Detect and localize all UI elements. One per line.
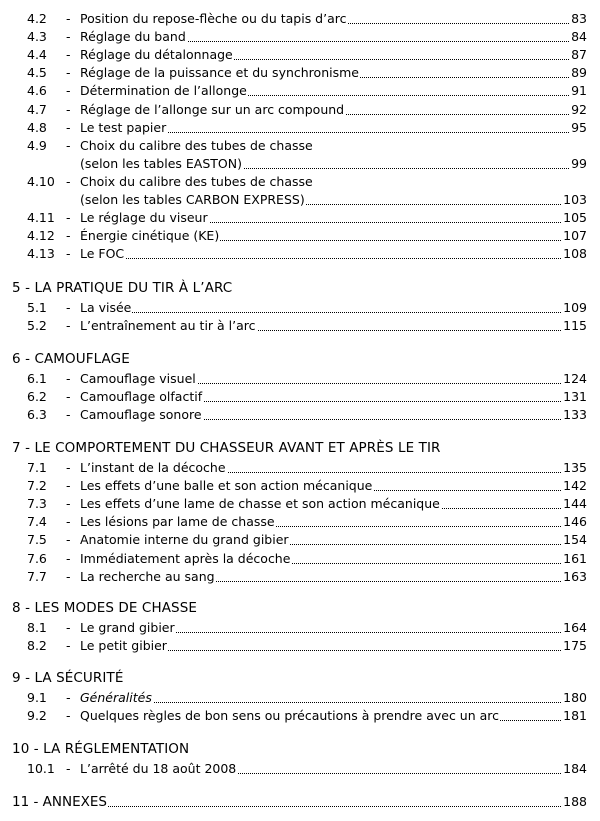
toc-entry[interactable]	[0, 568, 600, 586]
entry-dash: -	[66, 246, 71, 262]
toc-entry[interactable]	[0, 299, 600, 317]
entry-dash: -	[66, 478, 71, 494]
toc-entry[interactable]	[0, 64, 600, 82]
entry-number: 6.3	[27, 407, 47, 423]
toc-entry[interactable]	[0, 82, 600, 100]
toc-entry[interactable]	[0, 513, 600, 531]
entry-dash: -	[66, 371, 71, 386]
entry-number: 4.12	[27, 228, 55, 244]
entry-page: 95	[571, 119, 587, 135]
entry-title: Le grand gibier	[80, 620, 175, 635]
entry-page: 135	[563, 460, 587, 475]
entry-number: 9.1	[27, 690, 47, 705]
entry-number: 8.1	[27, 620, 47, 635]
toc-entry[interactable]	[0, 28, 600, 46]
toc-entry[interactable]	[0, 550, 600, 568]
entry-dash: -	[66, 550, 71, 566]
entry-title: Les lésions par lame de chasse	[80, 514, 275, 530]
toc-entry[interactable]	[0, 245, 600, 263]
entry-title: Position du repose-flèche ou du tapis d’arc	[80, 11, 347, 26]
entry-number: 6.1	[27, 371, 47, 386]
entry-page: 188	[563, 794, 587, 809]
toc-entry[interactable]	[0, 619, 600, 637]
entry-number: 4.4	[27, 47, 47, 63]
entry-title: Les effets d’une lame de chasse et son action mécanique	[80, 496, 440, 512]
dot-leader	[80, 258, 587, 259]
entry-number: 4.7	[27, 101, 47, 117]
entry-dash: -	[66, 638, 71, 654]
section-heading: 8 - LES MODES DE CHASSE	[12, 600, 198, 616]
entry-title: Quelques règles de bon sens ou précautions à prendre avec un arc	[80, 708, 500, 724]
entry-number: 4.13	[27, 246, 55, 262]
entry-title: La visée	[80, 300, 132, 315]
toc-entry[interactable]	[0, 477, 600, 495]
entry-dash: -	[66, 460, 71, 475]
entry-title: Détermination de l’allonge	[80, 83, 247, 99]
entry-title: Choix du calibre des tubes de chasse	[80, 173, 313, 189]
entry-title: Réglage du band	[80, 29, 186, 45]
entry-number: 4.10	[27, 173, 55, 189]
toc-entry[interactable]	[0, 119, 600, 137]
entry-title: L’instant de la décoche	[80, 460, 226, 475]
entry-number: 7.2	[27, 478, 47, 494]
toc-entry[interactable]	[0, 459, 600, 477]
entry-title: L’arrêté du 18 août 2008	[80, 761, 237, 776]
entry-page: 175	[563, 638, 587, 654]
entry-page: 84	[571, 29, 587, 45]
entry-dash: -	[66, 496, 71, 512]
toc-entry[interactable]	[0, 46, 600, 64]
entry-title: Immédiatement après la décoche	[80, 550, 291, 566]
entry-title: Le test papier	[80, 119, 167, 135]
entry-title: 11 - ANNEXES	[12, 794, 107, 810]
entry-number: 4.11	[27, 210, 55, 226]
entry-title: Le petit gibier	[80, 638, 167, 654]
entry-number: 4.6	[27, 83, 47, 99]
entry-page: 83	[571, 11, 587, 26]
entry-dash: -	[66, 210, 71, 226]
entry-page: 184	[563, 761, 587, 776]
section-heading: 10 - LA RÉGLEMENTATION	[12, 741, 190, 757]
entry-title: (selon les tables EASTON)	[80, 155, 242, 171]
entry-dash: -	[66, 65, 71, 81]
entry-page: 144	[563, 496, 587, 512]
entry-page: 92	[571, 101, 587, 117]
entry-page: 108	[563, 246, 587, 262]
toc-entry[interactable]	[0, 637, 600, 655]
toc-entry[interactable]	[0, 209, 600, 227]
entry-number: 7.3	[27, 496, 47, 512]
entry-title: Camouflage visuel	[80, 371, 196, 386]
entry-page: 163	[563, 568, 587, 584]
toc-section-entry[interactable]	[0, 793, 600, 811]
entry-page: 99	[571, 155, 587, 171]
entry-title: Camouflage olfactif	[80, 389, 203, 405]
entry-page: 180	[563, 690, 587, 705]
entry-dash: -	[66, 47, 71, 63]
entry-title: La recherche au sang	[80, 568, 215, 584]
section-heading: 7 - LE COMPORTEMENT DU CHASSEUR AVANT ET APRÈS LE TIR	[12, 440, 441, 456]
toc-entry[interactable]	[0, 495, 600, 513]
entry-page: 131	[563, 389, 587, 405]
entry-page: 124	[563, 371, 587, 386]
entry-number: 7.4	[27, 514, 47, 530]
entry-title: Généralités	[80, 690, 152, 705]
entry-title: L’entraînement au tir à l’arc	[80, 318, 256, 334]
entry-dash: -	[66, 407, 71, 423]
toc-entry[interactable]	[0, 317, 600, 335]
entry-number: 8.2	[27, 638, 47, 654]
entry-title: Réglage de l’allonge sur un arc compound	[80, 101, 345, 117]
entry-page: 87	[571, 47, 587, 63]
entry-title: Choix du calibre des tubes de chasse	[80, 137, 313, 153]
entry-title: Réglage du détalonnage	[80, 47, 233, 63]
entry-title: Camouflage sonore	[80, 407, 202, 423]
entry-page: 146	[563, 514, 587, 530]
entry-number: 7.5	[27, 532, 47, 548]
entry-page: 91	[571, 83, 587, 99]
dot-leader	[80, 702, 587, 703]
toc-entry[interactable]	[0, 388, 600, 406]
entry-title: Les effets d’une balle et son action mécanique	[80, 478, 373, 494]
entry-page: 103	[563, 192, 587, 207]
toc-entry[interactable]	[0, 191, 600, 209]
entry-dash: -	[66, 228, 71, 244]
toc-entry[interactable]	[0, 406, 600, 424]
entry-number: 4.9	[27, 137, 47, 153]
entry-title: Énergie cinétique (KE)	[80, 228, 220, 244]
entry-dash: -	[66, 690, 71, 705]
entry-number: 6.2	[27, 389, 47, 405]
entry-number: 10.1	[27, 761, 55, 776]
entry-page: 89	[571, 65, 587, 81]
toc-entry[interactable]	[0, 10, 600, 28]
entry-title: Le réglage du viseur	[80, 210, 208, 226]
entry-dash: -	[66, 318, 71, 334]
entry-page: 133	[563, 407, 587, 423]
entry-title: Réglage de la puissance et du synchronisme	[80, 65, 359, 81]
entry-page: 115	[563, 318, 587, 334]
entry-dash: -	[66, 389, 71, 405]
entry-title: Anatomie interne du grand gibier	[80, 532, 289, 548]
entry-dash: -	[66, 137, 71, 153]
entry-number: 4.2	[27, 11, 47, 26]
toc-entry[interactable]	[0, 689, 600, 707]
entry-dash: -	[66, 708, 71, 724]
section-heading: 5 - LA PRATIQUE DU TIR À L’ARC	[12, 280, 233, 296]
entry-dash: -	[66, 568, 71, 584]
entry-number: 9.2	[27, 708, 47, 724]
toc-entry[interactable]	[0, 173, 600, 191]
entry-dash: -	[66, 11, 71, 26]
toc-entry[interactable]	[0, 760, 600, 778]
entry-dash: -	[66, 300, 71, 315]
entry-dash: -	[66, 514, 71, 530]
entry-number: 4.5	[27, 65, 47, 81]
entry-number: 7.1	[27, 460, 47, 475]
dot-leader	[80, 312, 587, 313]
entry-page: 105	[563, 210, 587, 226]
entry-number: 7.7	[27, 568, 47, 584]
toc-entry[interactable]	[0, 137, 600, 155]
entry-dash: -	[66, 532, 71, 548]
entry-number: 7.6	[27, 550, 47, 566]
toc-entry[interactable]	[0, 370, 600, 388]
entry-page: 142	[563, 478, 587, 494]
toc-entry[interactable]	[0, 101, 600, 119]
entry-number: 4.3	[27, 29, 47, 45]
entry-page: 181	[563, 708, 587, 724]
entry-title: (selon les tables CARBON EXPRESS)	[80, 192, 305, 207]
entry-page: 154	[563, 532, 587, 548]
section-heading: 9 - LA SÉCURITÉ	[12, 670, 124, 686]
toc-entry[interactable]	[0, 227, 600, 245]
toc-entry[interactable]	[0, 707, 600, 725]
entry-number: 5.1	[27, 300, 47, 315]
entry-page: 161	[563, 550, 587, 566]
entry-title: Le FOC	[80, 246, 125, 262]
entry-dash: -	[66, 119, 71, 135]
toc-entry[interactable]	[0, 531, 600, 549]
entry-dash: -	[66, 620, 71, 635]
entry-dash: -	[66, 83, 71, 99]
toc-entry[interactable]	[0, 155, 600, 173]
entry-page: 109	[563, 300, 587, 315]
entry-dash: -	[66, 173, 71, 189]
entry-page: 107	[563, 228, 587, 244]
section-heading: 6 - CAMOUFLAGE	[12, 351, 130, 367]
entry-dash: -	[66, 29, 71, 45]
entry-dash: -	[66, 101, 71, 117]
entry-page: 164	[563, 620, 587, 635]
entry-number: 4.8	[27, 119, 47, 135]
entry-dash: -	[66, 761, 71, 776]
entry-number: 5.2	[27, 318, 47, 334]
